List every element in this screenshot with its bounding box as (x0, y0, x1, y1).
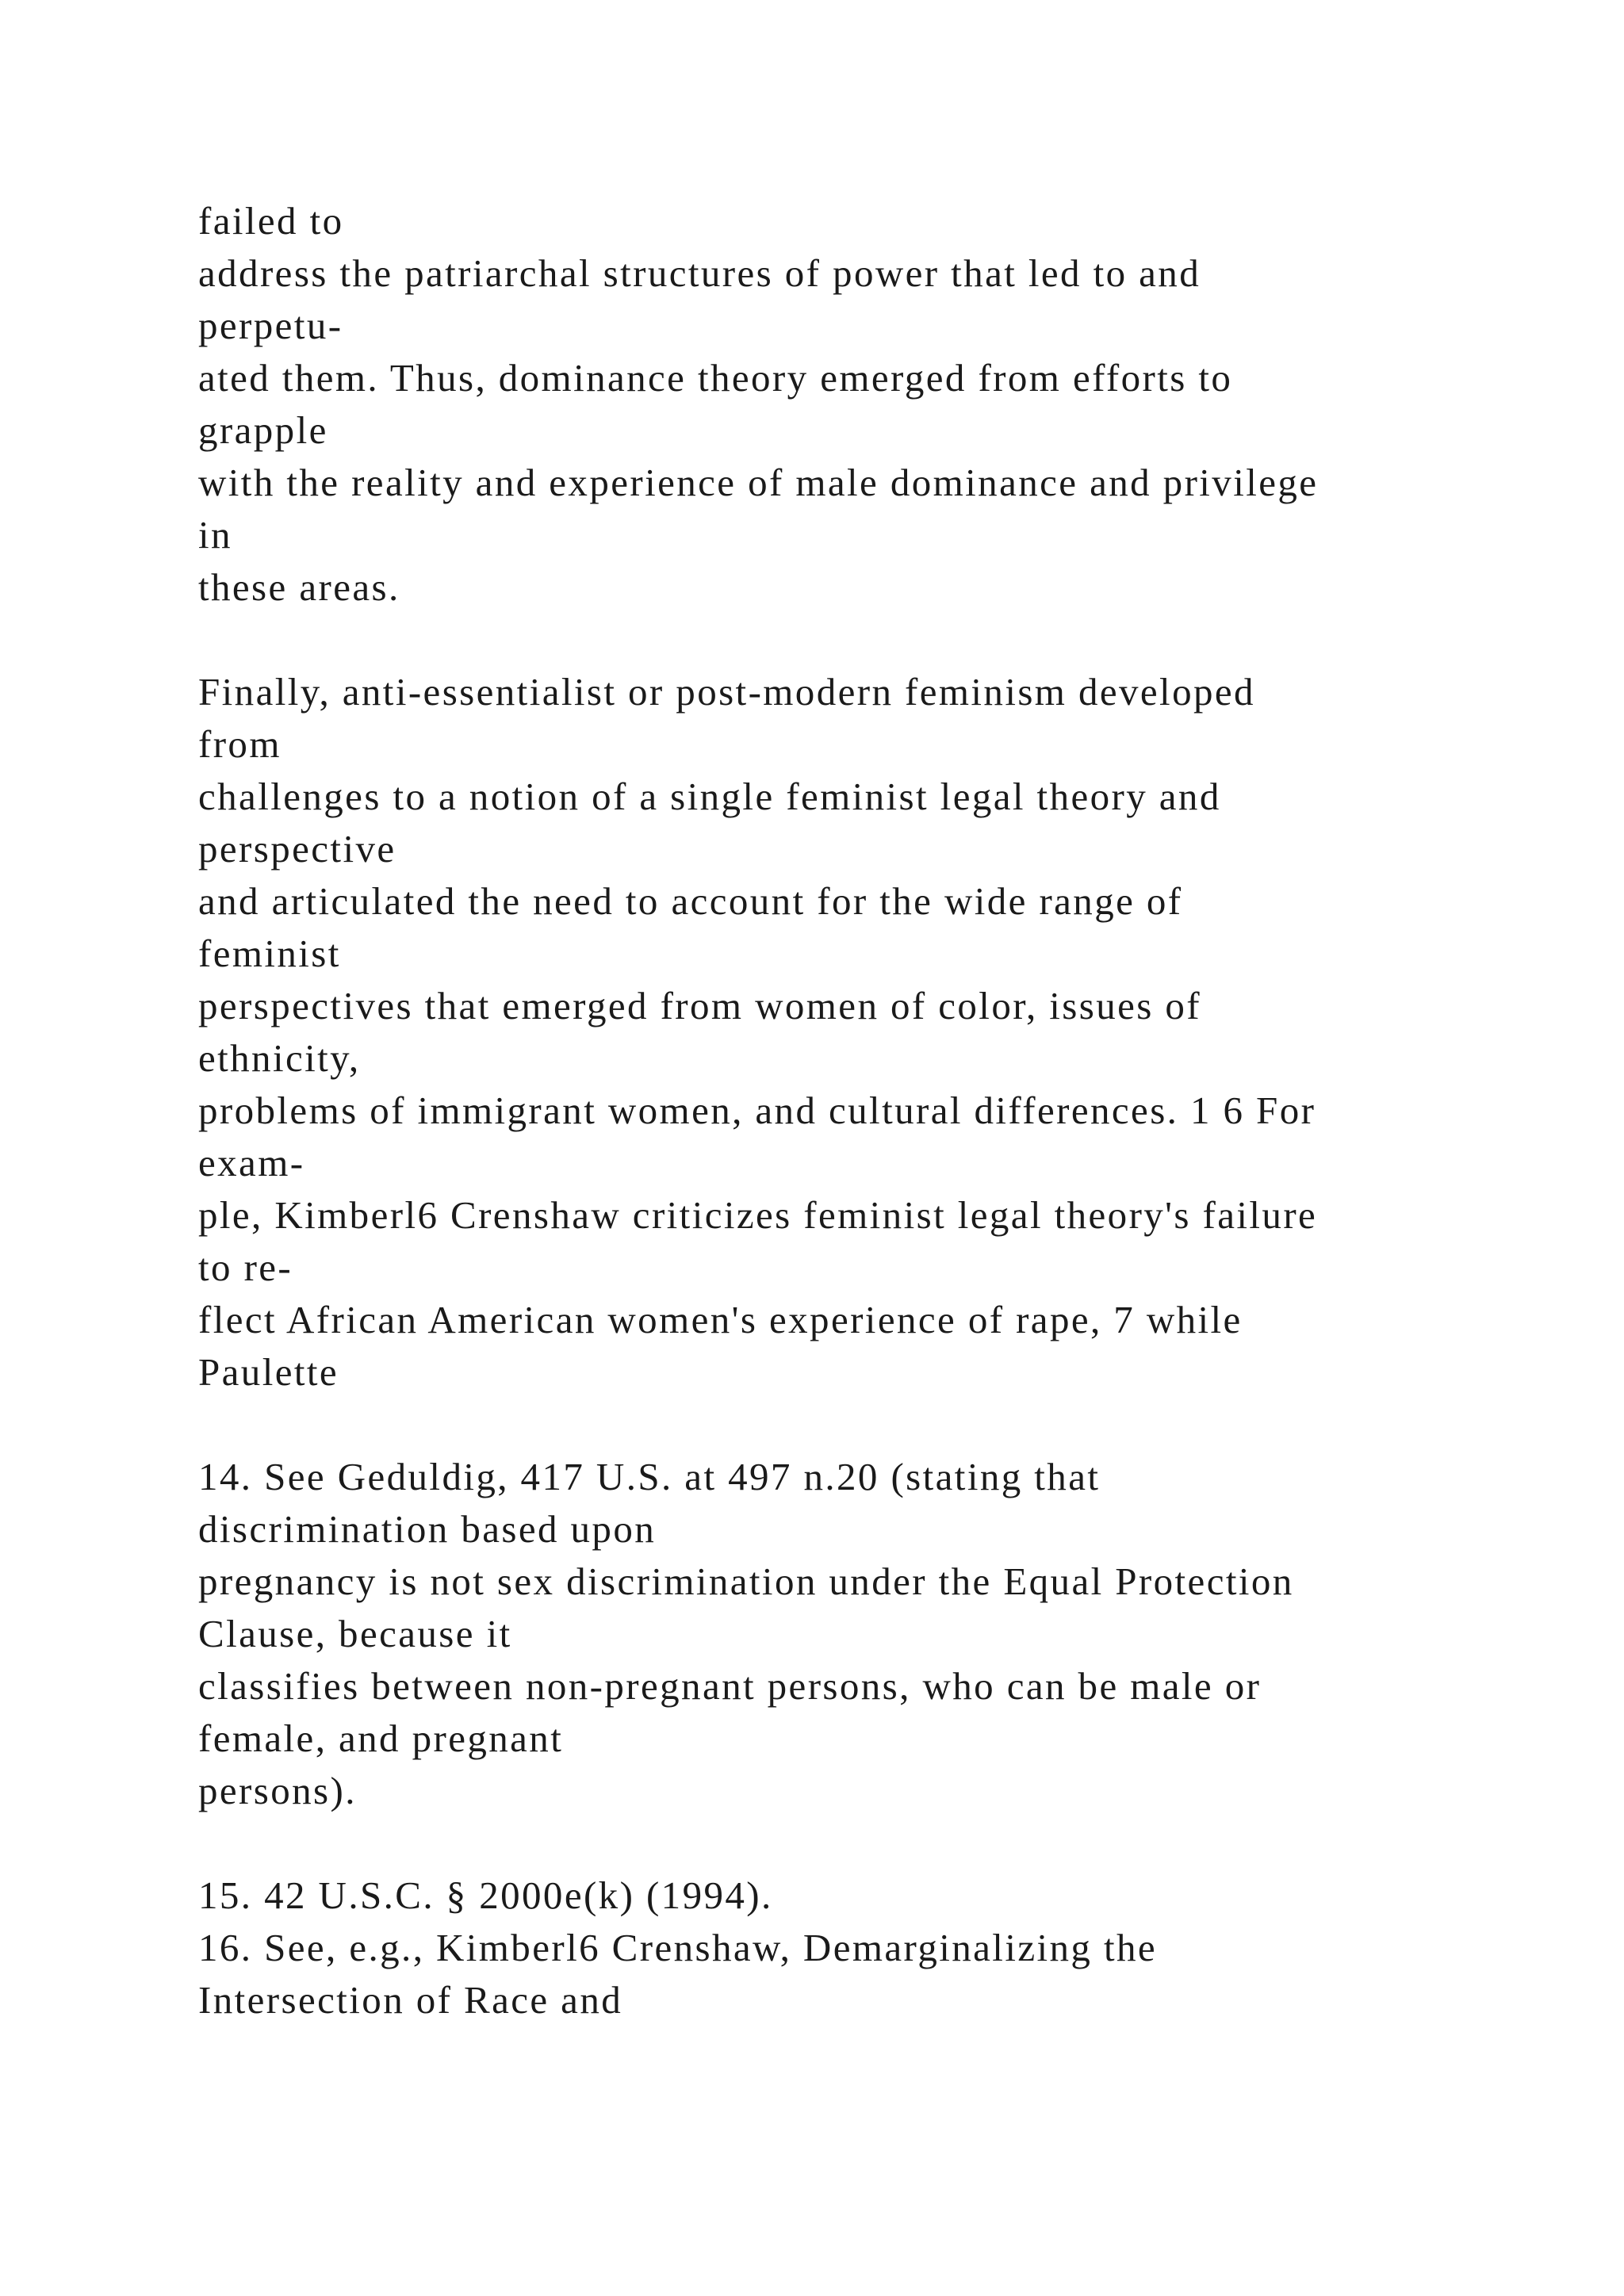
text-line: flect African American women's experience of rape, 7 while (198, 1298, 1243, 1341)
text-line: problems of immigrant women, and cultural differences. 1 6 For (198, 1089, 1316, 1132)
text-line: challenges to a notion of a single feminist legal theory and (198, 775, 1221, 818)
text-line: in (198, 513, 232, 557)
text-line: feminist (198, 932, 341, 975)
text-line: perspective (198, 827, 396, 871)
text-line: Intersection of Race and (198, 1978, 623, 2022)
text-line: persons). (198, 1769, 357, 1812)
text-line: 15. 42 U.S.C. § 2000e(k) (1994). (198, 1873, 773, 1917)
text-line: 16. See, e.g., Kimberl6 Crenshaw, Demarginalizing the (198, 1926, 1158, 1969)
document-text (198, 195, 1546, 2026)
text-line: Finally, anti-essentialist or post-modern feminism developed (198, 670, 1255, 714)
text-line: ethnicity, (198, 1036, 361, 1080)
text-line: Clause, because it (198, 1612, 512, 1655)
text-line: address the patriarchal structures of power that led to and (198, 251, 1201, 295)
text-line: perpetu- (198, 304, 343, 347)
text-line: with the reality and experience of male dominance and privilege (198, 461, 1319, 504)
text-line: and articulated the need to account for the wide range of (198, 879, 1183, 923)
text-line: ple, Kimberl6 Crenshaw criticizes feminist legal theory's failure (198, 1193, 1318, 1237)
text-line: discrimination based upon (198, 1507, 657, 1551)
text-line: 14. See Geduldig, 417 U.S. at 497 n.20 (stating that (198, 1455, 1101, 1498)
text-line: failed to (198, 199, 344, 243)
text-line: from (198, 722, 282, 766)
blank-line (198, 1399, 1546, 1451)
text-line: classifies between non-pregnant persons, who can be male or (198, 1664, 1262, 1708)
text-line: these areas. (198, 565, 400, 609)
text-line: exam- (198, 1141, 305, 1184)
text-line: female, and pregnant (198, 1716, 564, 1760)
blank-line (198, 1817, 1546, 1869)
text-line: Paulette (198, 1350, 339, 1394)
text-line: ated them. Thus, dominance theory emerged from efforts to (198, 356, 1233, 400)
text-line: to re- (198, 1246, 293, 1289)
text-line: grapple (198, 408, 328, 452)
blank-line (198, 614, 1546, 666)
text-line: perspectives that emerged from women of color, issues of (198, 984, 1202, 1027)
text-line: pregnancy is not sex discrimination under the Equal Protection (198, 1559, 1294, 1603)
